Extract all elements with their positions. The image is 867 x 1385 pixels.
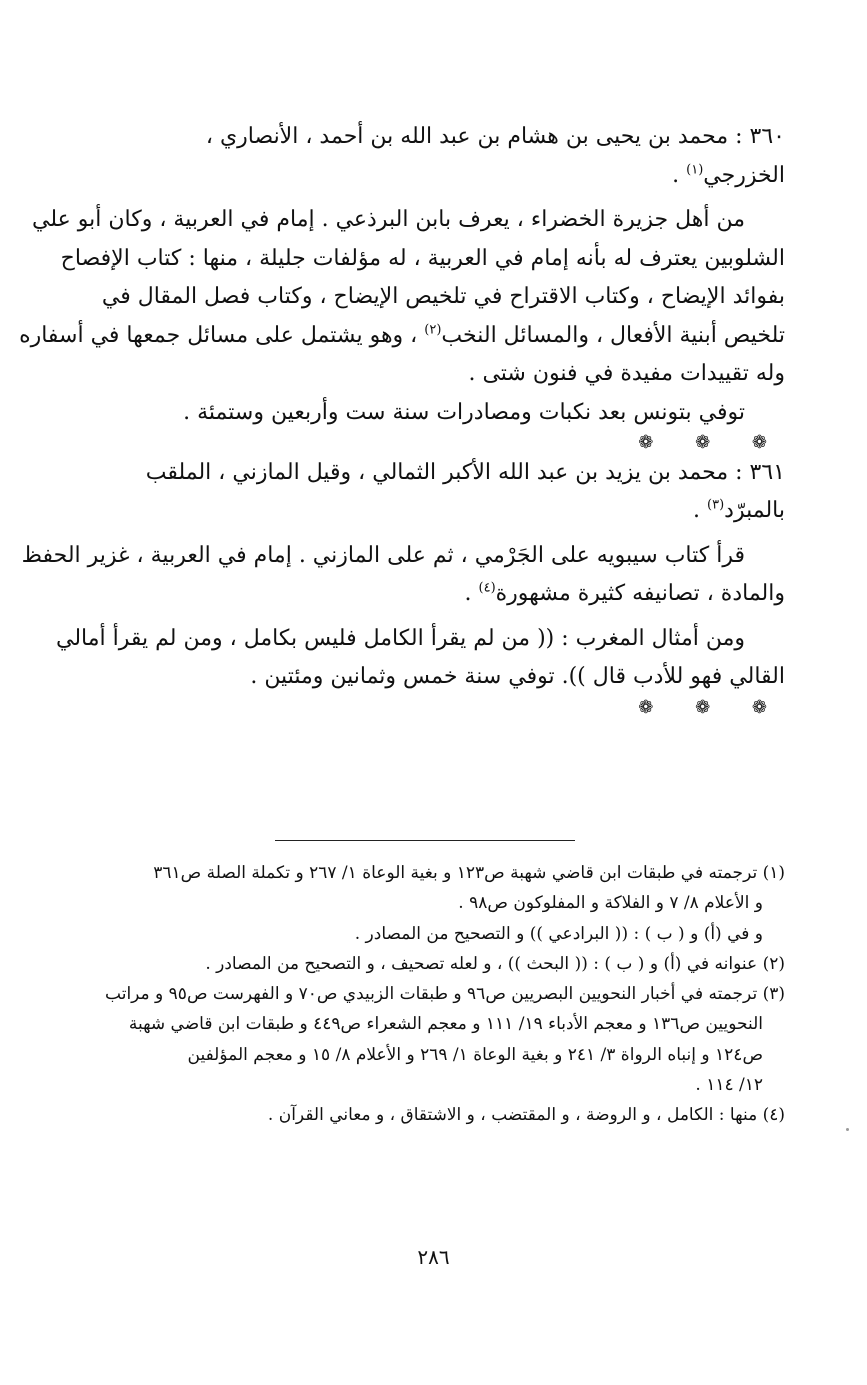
entry-360-para1-line2: الشلوبين يعترف له بأنه إمام في العربية ، له مؤلفات جليلة ، منها : كتاب الإفصاح [60,245,785,271]
footnote-3-line2: النحويين ص١٣٦ و معجم الأدباء ١٩/ ١١١ و معجم الشعراء ص٤٤٩ و طبقات ابن قاضي شهبة [128,1014,763,1035]
entry-360-death: توفي بتونس بعد نكبات ومصادرات سنة ست وأربعين وستمئة . [183,399,745,425]
footnote-4: (٤) منها : الكامل ، و الروضة ، و المقتضب ، و الاشتقاق ، و معاني القرآن . [267,1105,785,1125]
entry-361-para2-line1: ومن أمثال المغرب : (( من لم يقرأ الكامل فليس بكامل ، ومن لم يقرأ أمالي [56,625,745,651]
footnote-1-line2: و الأعلام ٨/ ٧ و الفلاكة و المفلوكون ص٩٨ . [458,893,763,914]
footnote-1-line3: و في (أ) و ( ب ) : (( البرادعي )) و التصحيح من المصادر . [354,923,763,944]
footnote-ref-1[interactable]: (١) [686,162,704,178]
footnote-2: (٢) عنوانه في (أ) و ( ب ) : (( البحث )) ، و لعله تصحيف ، و التصحيح من المصادر . [205,953,785,974]
entry-361-para1-line2: والمادة ، تصانيفه كثيرة مشهورة$^{(٤)}$ . [464,580,785,607]
entry-361-heading-line2: بالمبرّد$^{(٣)}$ . [693,497,785,524]
entry-360-para1-line4-start: تلخيص أبنية الأفعال ، والمسائل النخب [441,322,785,348]
entry-361-para2-line2: القالي فهو للأدب قال )). توفي سنة خمس وثمانين ومئتين . [250,664,785,690]
page-number: ٢٨٦ [417,1245,450,1269]
section-separator-2: ❁ ❁ ❁ [638,696,785,718]
footnote-3-line4: ١٢/ ١١٤ . [695,1074,763,1095]
scan-speck [846,1128,849,1131]
entry-360-para1-line3: بفوائد الإيضاح ، وكتاب الاقتراح في تلخيص الإيضاح ، وكتاب فصل المقال في [101,284,785,309]
entry-361-para1-line2-text: والمادة ، تصانيفه كثيرة مشهورة [495,581,785,607]
entry-360-heading-line1: ٣٦٠ : محمد بن يحيى بن هشام بن عبد الله بن أحمد ، الأنصاري ، [205,124,785,149]
footnote-1-line1: (١) ترجمته في طبقات ابن قاضي شهبة ص١٢٣ و بغية الوعاة ١/ ٢٦٧ و تكملة الصلة ص٣٦١ [153,863,785,883]
entry-361-heading-line1: ٣٦١ : محمد بن يزيد بن عبد الله الأكبر الثمالي ، وقيل المازني ، الملقب [145,459,785,485]
entry-360-para1-line1: من أهل جزيرة الخضراء ، يعرف بابن البرذعي . إمام في العربية ، وكان أبو علي [32,207,745,232]
footnote-3-line3: ص١٢٤ و إنباه الرواة ٣/ ٢٤١ و بغية الوعاة ١/ ٢٦٩ و الأعلام ٨/ ١٥ و معجم المؤلفين [187,1044,763,1065]
entry-360-para1-line4 [19,317,785,356]
footnote-ref-4[interactable]: (٤) [478,580,496,596]
entry-360-name-end: الخزرجي [703,162,785,188]
footnote-divider [275,840,575,841]
entry-361-para1-line1: قرأ كتاب سيبويه على الجَرْمي ، ثم على المازني . إمام في العربية ، غزير الحفظ [21,542,745,568]
footnote-ref-2[interactable]: (٢) [424,322,442,338]
section-separator-1: ❁ ❁ ❁ [638,432,785,453]
entry-361-name-end: بالمبرّد [724,498,785,524]
footnote-ref-3[interactable]: (٣) [707,497,725,513]
entry-360-para1-line4-end: ، وهو يشتمل على مسائل جمعها في أسفاره [19,322,418,348]
main-text [19,118,785,718]
footnotes [60,858,785,1130]
footnote-3-line1: (٣) ترجمته في أخبار النحويين البصريين ص٩٦ و طبقات الزبيدي ص٧٠ و الفهرست ص٩٥ و مراتب [105,984,785,1004]
entry-360-para1-line5: وله تقييدات مفيدة في فنون شتى . [468,361,785,386]
entry-360-heading-line2: الخزرجي$^{(١)}$ . [672,162,785,188]
